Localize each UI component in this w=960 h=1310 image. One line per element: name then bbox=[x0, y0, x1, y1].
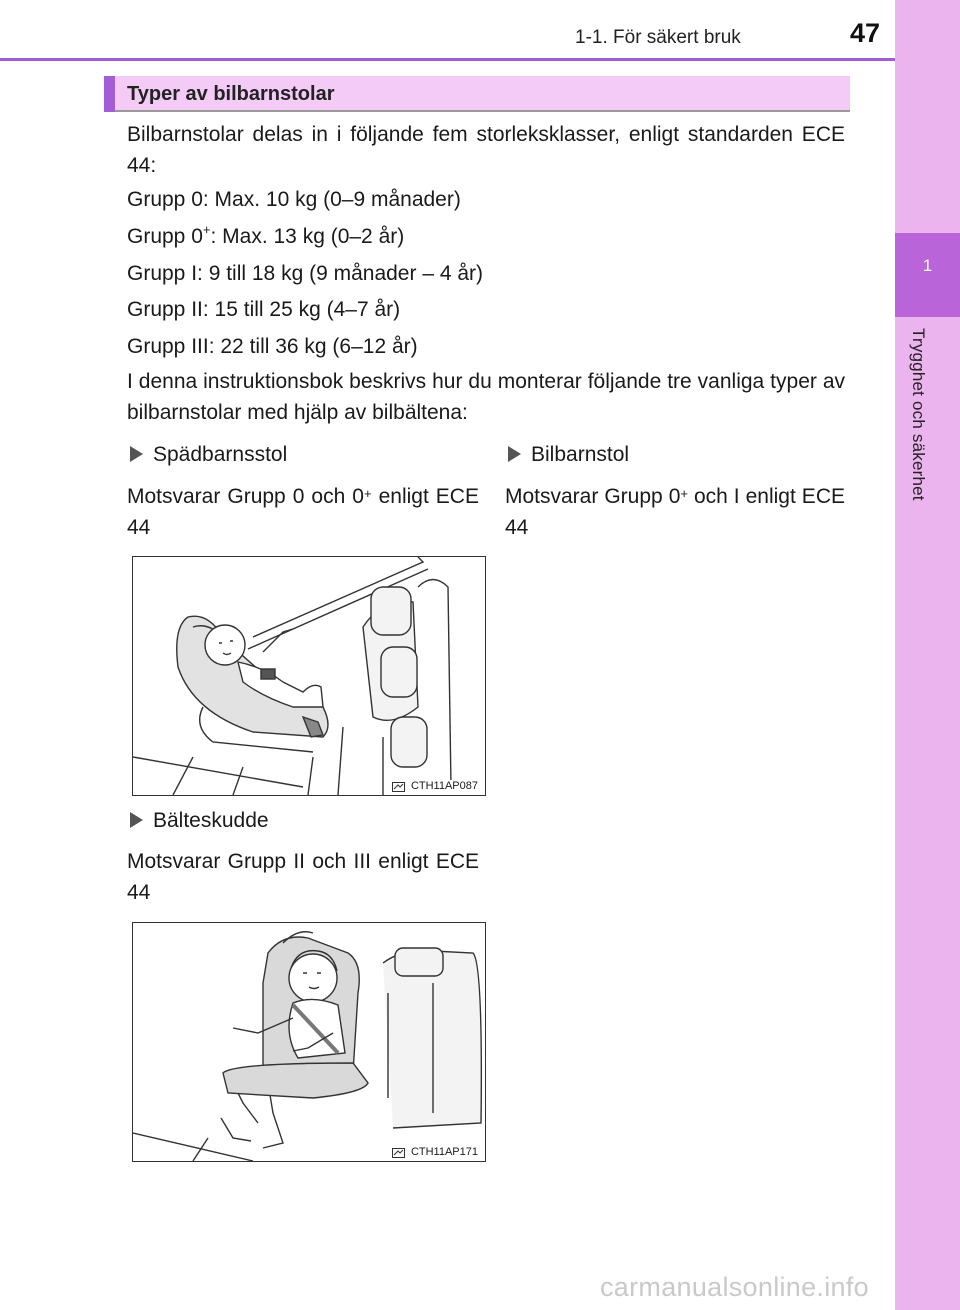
triangle-bullet-icon bbox=[130, 446, 143, 462]
seat-type-description: Motsvarar Grupp II och III enligt ECE 44 bbox=[127, 850, 479, 904]
figure-reference-icon bbox=[392, 1148, 405, 1158]
header-divider bbox=[0, 58, 895, 61]
figure-reference-icon bbox=[392, 782, 405, 792]
seat-type-heading: Bälteskudde bbox=[130, 809, 269, 833]
section-heading-accent bbox=[104, 76, 115, 112]
group-line: Grupp III: 22 till 36 kg (6–12 år) bbox=[127, 335, 418, 358]
running-header-section: 1-1. För säkert bruk bbox=[575, 27, 741, 48]
seat-type-heading: Bilbarnstol bbox=[508, 443, 629, 467]
triangle-bullet-icon bbox=[130, 812, 143, 828]
chapter-side-strip bbox=[895, 0, 960, 1310]
watermark: carmanualsonline.info bbox=[600, 1272, 869, 1302]
section-title: Typer av bilbarnstolar bbox=[127, 83, 335, 105]
triangle-bullet-icon bbox=[508, 446, 521, 462]
infant-seat-illustration bbox=[132, 556, 486, 796]
group-line: Grupp 0+: Max. 13 kg (0–2 år) bbox=[127, 222, 405, 248]
infant-seat-drawing bbox=[133, 557, 485, 795]
seat-type-description: Motsvarar Grupp 0+ och I enligt ECE 44 bbox=[505, 485, 845, 539]
booster-cushion-illustration bbox=[132, 922, 486, 1162]
seat-type-description: Motsvarar Grupp 0 och 0+ enligt ECE 44 bbox=[127, 485, 479, 539]
chapter-tab-number: 1 bbox=[922, 256, 933, 275]
figure-code: CTH11AP171 bbox=[410, 1146, 478, 1158]
chapter-tab-label: Trygghet och säkerhet bbox=[909, 328, 928, 501]
page-number: 47 bbox=[850, 18, 881, 48]
figure-code: CTH11AP087 bbox=[410, 780, 478, 792]
seat-type-heading: Spädbarnsstol bbox=[130, 443, 287, 467]
intro-paragraph: Bilbarnstolar delas in i följande fem storleksklasser, enligt standarden ECE 44: bbox=[127, 123, 845, 177]
group-line: Grupp 0: Max. 10 kg (0–9 månader) bbox=[127, 188, 461, 211]
instruction-paragraph: I denna instruktionsbok beskrivs hur du monterar följande tre vanliga typer av bilbarnstolar med hjälp av bilbältena: bbox=[127, 370, 845, 424]
booster-cushion-drawing bbox=[133, 923, 485, 1161]
group-line: Grupp I: 9 till 18 kg (9 månader – 4 år) bbox=[127, 262, 484, 285]
group-line: Grupp II: 15 till 25 kg (4–7 år) bbox=[127, 298, 401, 321]
